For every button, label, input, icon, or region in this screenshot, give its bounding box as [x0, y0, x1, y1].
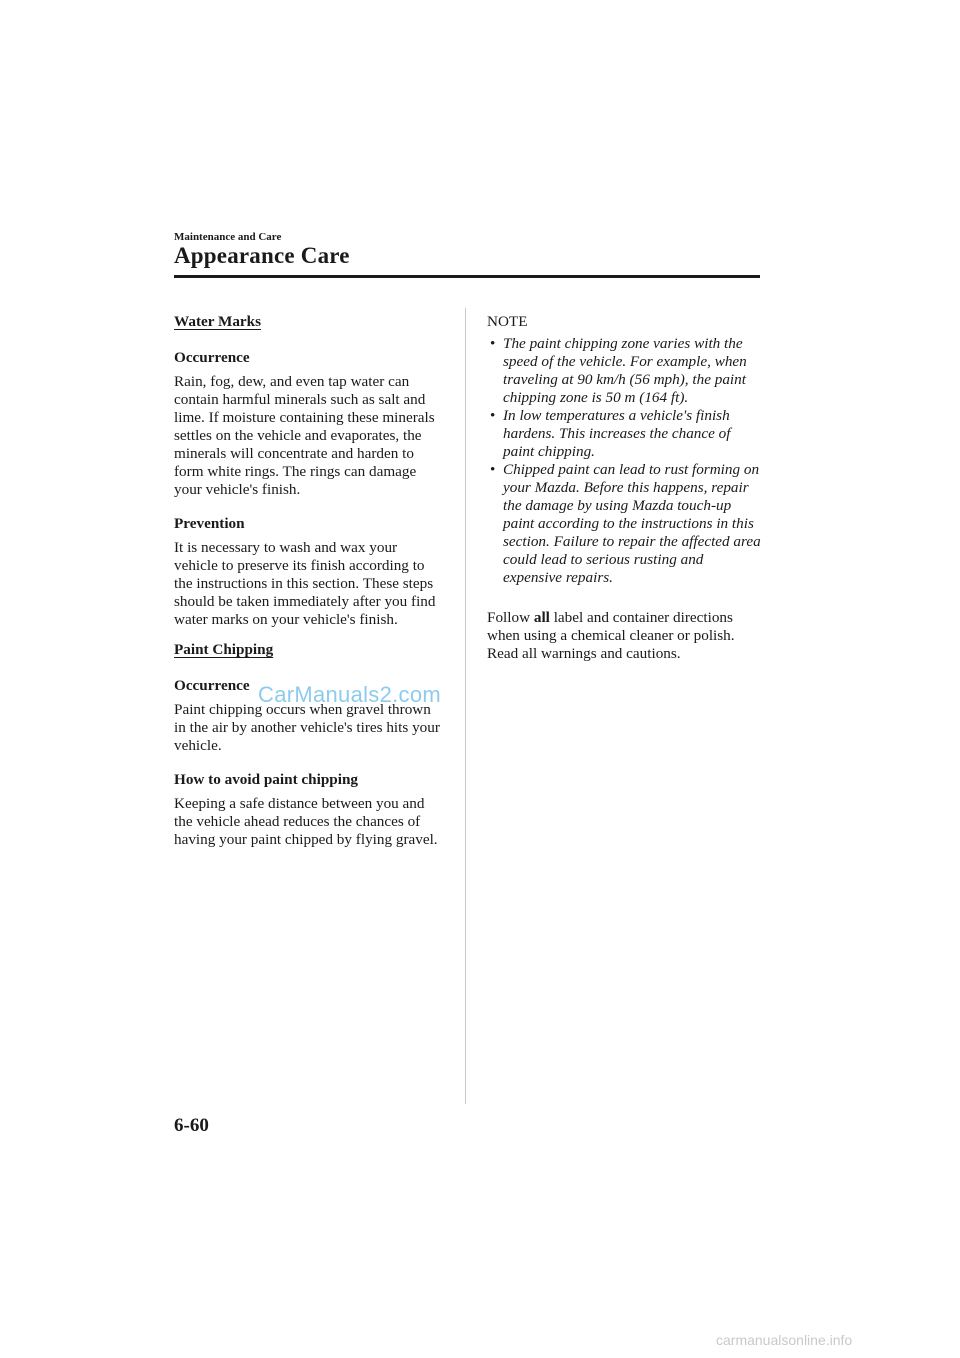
paint-chipping-heading: Paint Chipping: [174, 641, 274, 658]
follow-directions-text: [487, 609, 761, 663]
note-item: [487, 461, 761, 587]
water-marks-occurrence-heading: Occurrence: [174, 349, 250, 366]
note-list: [487, 335, 761, 587]
paint-chipping-avoid-heading: How to avoid paint chipping: [174, 771, 358, 788]
note-item-text: Chipped paint can lead to rust forming on your Mazda. Before this happens, repair the damage by using Mazda touch-up paint according to the instructions in this section. Failure to repair the affected area could lead to serious rusting and expensive repairs.: [503, 461, 761, 586]
section-label: Maintenance and Care: [174, 231, 282, 243]
follow-emphasis: all: [533, 609, 550, 626]
note-item: [487, 335, 761, 407]
follow-suffix: label and container directions when using a chemical cleaner or polish. Read all warnings and cautions.: [487, 609, 735, 662]
paint-chipping-occurrence-text: Paint chipping occurs when gravel thrown in the air by another vehicle's tires hits your vehicle.: [174, 701, 440, 754]
note-item-text: The paint chipping zone varies with the speed of the vehicle. For example, when traveling at 90 km/h (56 mph), the paint chipping zone is 50 m (164 ft).: [503, 335, 747, 406]
title-rule: [174, 275, 760, 278]
footer-url[interactable]: carmanualsonline.info: [716, 1332, 853, 1348]
page-number: 6-60: [174, 1115, 209, 1136]
note-title: NOTE: [487, 313, 528, 330]
column-divider: [465, 308, 466, 1104]
bullet-icon: •: [490, 407, 496, 424]
right-column: [487, 313, 761, 663]
bullet-icon: •: [490, 335, 496, 352]
note-item-text: In low temperatures a vehicle's finish hardens. This increases the chance of paint chipping.: [503, 407, 731, 460]
water-marks-occurrence-text: Rain, fog, dew, and even tap water can contain harmful minerals such as salt and lime. If moisture containing these minerals settles on the vehicle and evaporates, the minerals will concentrate and harden to form white rings. The rings can damage your vehicle's finish.: [174, 373, 435, 498]
page-title: Appearance Care: [174, 243, 350, 268]
left-column: [174, 313, 442, 849]
water-marks-prevention-text: It is necessary to wash and wax your vehicle to preserve its finish according to the instructions in this section. These steps should be taken immediately after you find water marks on your vehicle's finish.: [174, 539, 436, 628]
note-item: [487, 407, 761, 461]
follow-prefix: Follow: [487, 609, 534, 626]
water-marks-heading: Water Marks: [174, 313, 262, 330]
watermark: CarManuals2.com: [258, 682, 442, 707]
water-marks-prevention-heading: Prevention: [174, 515, 245, 532]
paint-chipping-avoid-text: Keeping a safe distance between you and the vehicle ahead reduces the chances of having your paint chipped by flying gravel.: [174, 795, 438, 848]
paint-chipping-occurrence-heading: Occurrence: [174, 677, 250, 694]
bullet-icon: •: [490, 461, 496, 478]
